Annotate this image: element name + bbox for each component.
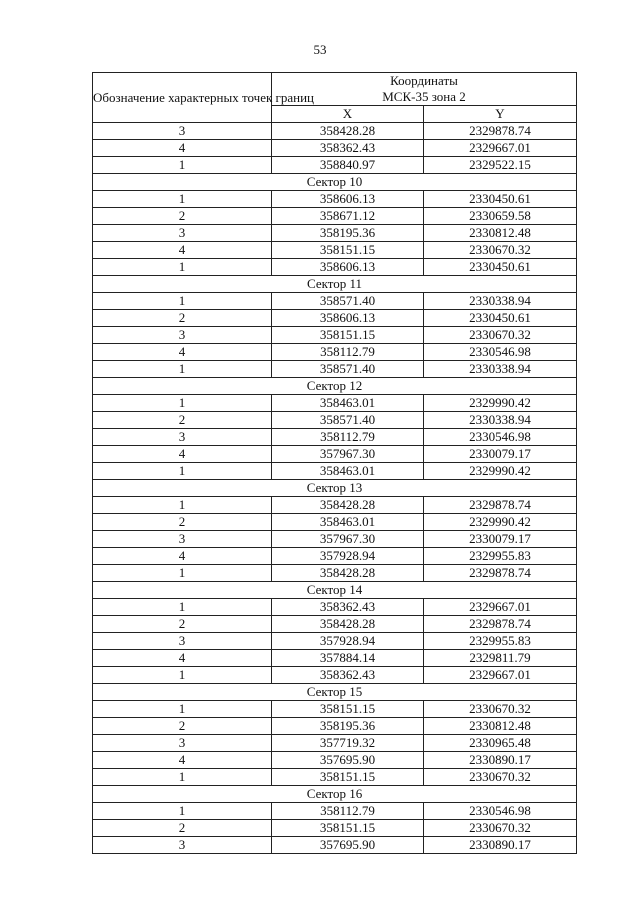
point-number-cell: 1 — [93, 395, 272, 412]
y-coordinate-cell: 2330338.94 — [424, 293, 577, 310]
sector-row — [93, 582, 577, 599]
table-row — [93, 123, 577, 140]
sector-label: Сектор 13 — [93, 480, 577, 497]
y-coordinate-cell: 2329667.01 — [424, 140, 577, 157]
point-number-cell: 4 — [93, 752, 272, 769]
table-row — [93, 259, 577, 276]
coordinates-header — [272, 73, 577, 106]
x-coordinate-cell: 357884.14 — [272, 650, 424, 667]
point-number-cell: 1 — [93, 497, 272, 514]
table-row — [93, 701, 577, 718]
table-row — [93, 565, 577, 582]
y-coordinate-cell: 2330450.61 — [424, 310, 577, 327]
x-column-header: X — [272, 106, 424, 123]
point-number-cell: 2 — [93, 820, 272, 837]
x-coordinate-cell: 358112.79 — [272, 429, 424, 446]
x-coordinate-cell: 358463.01 — [272, 395, 424, 412]
point-number-cell: 2 — [93, 514, 272, 531]
x-coordinate-cell: 358463.01 — [272, 463, 424, 480]
table-row — [93, 599, 577, 616]
point-number-cell: 2 — [93, 718, 272, 735]
table-row — [93, 412, 577, 429]
table-body — [93, 123, 577, 854]
y-coordinate-cell: 2330546.98 — [424, 344, 577, 361]
table-row — [93, 752, 577, 769]
table-row — [93, 837, 577, 854]
point-number-cell: 4 — [93, 650, 272, 667]
table-row — [93, 735, 577, 752]
x-coordinate-cell: 357967.30 — [272, 446, 424, 463]
x-coordinate-cell: 358606.13 — [272, 191, 424, 208]
point-number-cell: 3 — [93, 225, 272, 242]
table-row — [93, 293, 577, 310]
y-coordinate-cell: 2329878.74 — [424, 565, 577, 582]
table-row — [93, 769, 577, 786]
y-coordinate-cell: 2329667.01 — [424, 599, 577, 616]
y-coordinate-cell: 2330670.32 — [424, 701, 577, 718]
table-row — [93, 633, 577, 650]
table-row — [93, 616, 577, 633]
point-number-cell: 3 — [93, 429, 272, 446]
x-coordinate-cell: 358362.43 — [272, 667, 424, 684]
x-coordinate-cell: 358151.15 — [272, 701, 424, 718]
table-row — [93, 463, 577, 480]
point-number-cell: 2 — [93, 616, 272, 633]
coordinates-title: Координаты — [390, 73, 458, 88]
y-coordinate-cell: 2330079.17 — [424, 531, 577, 548]
y-coordinate-cell: 2330450.61 — [424, 259, 577, 276]
point-number-cell: 1 — [93, 463, 272, 480]
y-coordinate-cell: 2330659.58 — [424, 208, 577, 225]
point-number-cell: 1 — [93, 191, 272, 208]
table-row — [93, 344, 577, 361]
table-row — [93, 310, 577, 327]
x-coordinate-cell: 358112.79 — [272, 344, 424, 361]
y-coordinate-cell: 2329878.74 — [424, 616, 577, 633]
x-coordinate-cell: 358195.36 — [272, 718, 424, 735]
y-coordinate-cell: 2329522.15 — [424, 157, 577, 174]
table-row — [93, 531, 577, 548]
x-coordinate-cell: 357928.94 — [272, 548, 424, 565]
table-row — [93, 497, 577, 514]
table-row — [93, 820, 577, 837]
y-coordinate-cell: 2329955.83 — [424, 633, 577, 650]
sector-label: Сектор 11 — [93, 276, 577, 293]
x-coordinate-cell: 358606.13 — [272, 310, 424, 327]
point-number-cell: 3 — [93, 327, 272, 344]
y-coordinate-cell: 2330338.94 — [424, 412, 577, 429]
x-coordinate-cell: 358151.15 — [272, 327, 424, 344]
y-coordinate-cell: 2329811.79 — [424, 650, 577, 667]
y-column-header: Y — [424, 106, 577, 123]
point-number-cell: 1 — [93, 361, 272, 378]
sector-row — [93, 480, 577, 497]
point-number-cell: 2 — [93, 208, 272, 225]
point-number-cell: 1 — [93, 565, 272, 582]
table-row — [93, 157, 577, 174]
point-number-cell: 1 — [93, 293, 272, 310]
table-row — [93, 446, 577, 463]
x-coordinate-cell: 358362.43 — [272, 140, 424, 157]
y-coordinate-cell: 2330890.17 — [424, 752, 577, 769]
y-coordinate-cell: 2330670.32 — [424, 327, 577, 344]
x-coordinate-cell: 358571.40 — [272, 412, 424, 429]
sector-label: Сектор 10 — [93, 174, 577, 191]
point-number-cell: 1 — [93, 157, 272, 174]
x-coordinate-cell: 358428.28 — [272, 497, 424, 514]
point-number-cell: 3 — [93, 735, 272, 752]
table-row — [93, 361, 577, 378]
y-coordinate-cell: 2329990.42 — [424, 514, 577, 531]
table-row — [93, 225, 577, 242]
table-row — [93, 803, 577, 820]
point-number-cell: 1 — [93, 769, 272, 786]
table-header — [93, 73, 577, 123]
x-coordinate-cell: 357695.90 — [272, 752, 424, 769]
y-coordinate-cell: 2330450.61 — [424, 191, 577, 208]
table-row — [93, 548, 577, 565]
table-row — [93, 718, 577, 735]
sector-row — [93, 378, 577, 395]
table-row — [93, 514, 577, 531]
point-number-cell: 4 — [93, 446, 272, 463]
table-row — [93, 191, 577, 208]
point-number-cell: 3 — [93, 531, 272, 548]
coordinates-table — [92, 72, 577, 854]
x-coordinate-cell: 357719.32 — [272, 735, 424, 752]
x-coordinate-cell: 358428.28 — [272, 123, 424, 140]
y-coordinate-cell: 2329955.83 — [424, 548, 577, 565]
sector-label: Сектор 14 — [93, 582, 577, 599]
page-number: 53 — [313, 42, 327, 57]
x-coordinate-cell: 358840.97 — [272, 157, 424, 174]
x-coordinate-cell: 357695.90 — [272, 837, 424, 854]
x-coordinate-cell: 358671.12 — [272, 208, 424, 225]
sector-row — [93, 174, 577, 191]
point-number-cell: 1 — [93, 701, 272, 718]
y-coordinate-cell: 2329990.42 — [424, 395, 577, 412]
table-row — [93, 650, 577, 667]
point-number-cell: 2 — [93, 310, 272, 327]
x-coordinate-cell: 358606.13 — [272, 259, 424, 276]
point-column-header: Обозначение характерных точек границ — [93, 73, 272, 123]
point-number-cell: 4 — [93, 344, 272, 361]
x-coordinate-cell: 358151.15 — [272, 820, 424, 837]
y-coordinate-cell: 2330812.48 — [424, 225, 577, 242]
sector-row — [93, 684, 577, 701]
sector-label: Сектор 15 — [93, 684, 577, 701]
y-coordinate-cell: 2329878.74 — [424, 497, 577, 514]
x-coordinate-cell: 358571.40 — [272, 293, 424, 310]
y-coordinate-cell: 2329990.42 — [424, 463, 577, 480]
y-coordinate-cell: 2330670.32 — [424, 769, 577, 786]
table-row — [93, 140, 577, 157]
table-row — [93, 429, 577, 446]
point-number-cell: 3 — [93, 123, 272, 140]
y-coordinate-cell: 2330338.94 — [424, 361, 577, 378]
y-coordinate-cell: 2330965.48 — [424, 735, 577, 752]
y-coordinate-cell: 2329878.74 — [424, 123, 577, 140]
x-coordinate-cell: 358151.15 — [272, 242, 424, 259]
y-coordinate-cell: 2330546.98 — [424, 429, 577, 446]
x-coordinate-cell: 357928.94 — [272, 633, 424, 650]
y-coordinate-cell: 2330670.32 — [424, 820, 577, 837]
y-coordinate-cell: 2330890.17 — [424, 837, 577, 854]
sector-row — [93, 276, 577, 293]
table-row — [93, 395, 577, 412]
y-coordinate-cell: 2330812.48 — [424, 718, 577, 735]
table-row — [93, 242, 577, 259]
point-number-cell: 2 — [93, 412, 272, 429]
point-number-cell: 1 — [93, 803, 272, 820]
point-number-cell: 4 — [93, 140, 272, 157]
x-coordinate-cell: 358362.43 — [272, 599, 424, 616]
sector-row — [93, 786, 577, 803]
point-number-cell: 1 — [93, 599, 272, 616]
point-number-cell: 4 — [93, 548, 272, 565]
coordinate-system: МСК-35 зона 2 — [382, 89, 466, 104]
x-coordinate-cell: 358428.28 — [272, 616, 424, 633]
x-coordinate-cell: 357967.30 — [272, 531, 424, 548]
point-number-cell: 1 — [93, 667, 272, 684]
table-row — [93, 667, 577, 684]
sector-label: Сектор 16 — [93, 786, 577, 803]
point-number-cell: 3 — [93, 633, 272, 650]
x-coordinate-cell: 358195.36 — [272, 225, 424, 242]
y-coordinate-cell: 2330670.32 — [424, 242, 577, 259]
y-coordinate-cell: 2330079.17 — [424, 446, 577, 463]
y-coordinate-cell: 2329667.01 — [424, 667, 577, 684]
x-coordinate-cell: 358571.40 — [272, 361, 424, 378]
x-coordinate-cell: 358151.15 — [272, 769, 424, 786]
x-coordinate-cell: 358428.28 — [272, 565, 424, 582]
x-coordinate-cell: 358463.01 — [272, 514, 424, 531]
table-row — [93, 208, 577, 225]
x-coordinate-cell: 358112.79 — [272, 803, 424, 820]
y-coordinate-cell: 2330546.98 — [424, 803, 577, 820]
point-number-cell: 4 — [93, 242, 272, 259]
table-row — [93, 327, 577, 344]
point-number-cell: 3 — [93, 837, 272, 854]
sector-label: Сектор 12 — [93, 378, 577, 395]
point-number-cell: 1 — [93, 259, 272, 276]
